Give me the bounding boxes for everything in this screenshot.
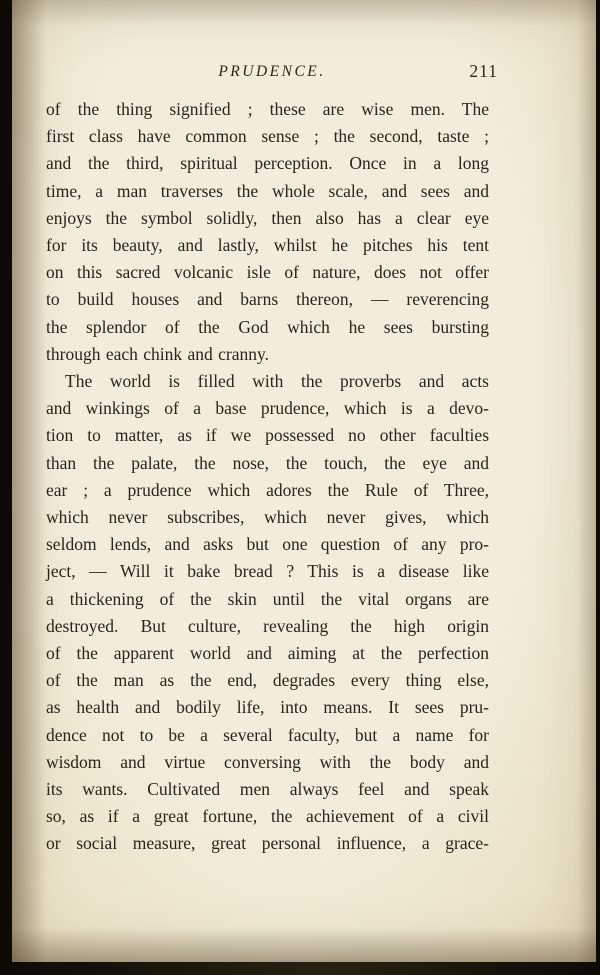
- page-number: 211: [469, 61, 498, 81]
- text-line: and the third, spiritual perception. Once in a long: [46, 153, 489, 174]
- text-line: The world is filled with the proverbs and acts: [65, 371, 489, 392]
- page-header: [46, 61, 498, 85]
- text-line: so, as if a great fortune, the achievement of a civil: [46, 806, 489, 827]
- text-line: wisdom and virtue conversing with the body and: [46, 751, 489, 772]
- book-page: [12, 0, 596, 962]
- running-head: PRUDENCE.: [218, 63, 326, 80]
- text-block: [46, 96, 489, 858]
- text-line: of the apparent world and aiming at the perfection: [46, 643, 489, 664]
- text-line: dence not to be a several faculty, but a name for: [46, 724, 489, 745]
- text-line: through each chink and cranny.: [46, 343, 269, 364]
- text-line: for its beauty, and lastly, whilst he pitches his tent: [46, 235, 489, 256]
- text-line: on this sacred volcanic isle of nature, does not offer: [46, 262, 489, 283]
- text-line: first class have common sense ; the second, taste ;: [46, 126, 489, 147]
- text-line: time, a man traverses the whole scale, and sees and: [46, 180, 489, 201]
- text-line: a thickening of the skin until the vital organs are: [46, 588, 489, 609]
- text-line: which never subscribes, which never gives, which: [46, 507, 489, 528]
- text-line: tion to matter, as if we possessed no other faculties: [46, 425, 489, 446]
- text-line: its wants. Cultivated men always feel and speak: [46, 779, 489, 800]
- text-line: ject, — Will it bake bread ? This is a disease like: [46, 561, 489, 582]
- text-line: and winkings of a base prudence, which is a devo-: [46, 398, 489, 419]
- text-line: destroyed. But culture, revealing the high origin: [46, 615, 489, 636]
- text-line: or social measure, great personal influence, a grace-: [46, 833, 489, 854]
- text-line: enjoys the symbol solidly, then also has a clear eye: [46, 207, 489, 228]
- text-line: as health and bodily life, into means. It sees pru-: [46, 697, 489, 718]
- text-line: of the thing signified ; these are wise men. The: [46, 99, 489, 119]
- text-line: ear ; a prudence which adores the Rule of Three,: [46, 479, 489, 500]
- paragraph: [46, 368, 489, 858]
- text-line: to build houses and barns thereon, — reverencing: [46, 289, 489, 310]
- text-line: seldom lends, and asks but one question of any pro-: [46, 534, 489, 555]
- text-line: of the man as the end, degrades every thing else,: [46, 670, 489, 691]
- text-line: than the palate, the nose, the touch, the eye and: [46, 452, 489, 473]
- text-line: the splendor of the God which he sees bursting: [46, 316, 489, 337]
- paragraph: [46, 96, 489, 368]
